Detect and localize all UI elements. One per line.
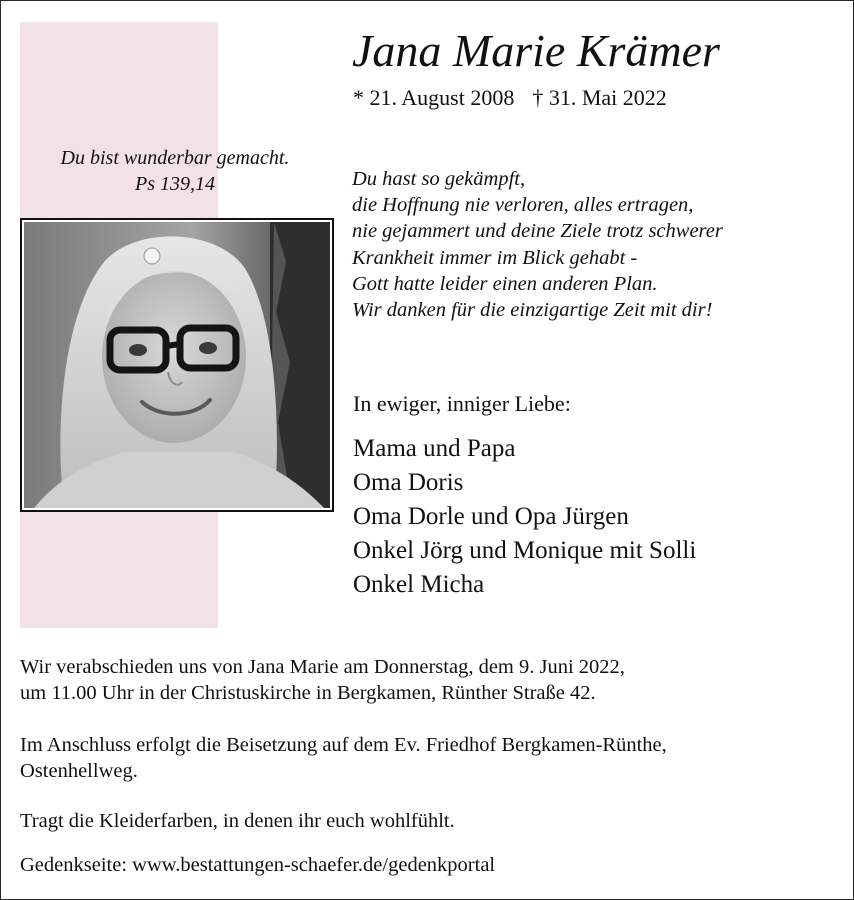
- farewell-line: Wir verabschieden uns von Jana Marie am Donnerstag, dem 9. Juni 2022,: [20, 656, 625, 678]
- birth-date: * 21. August 2008: [353, 85, 515, 110]
- verse-text: Du bist wunderbar gemacht.: [60, 147, 290, 169]
- portrait-photo-icon: [24, 222, 330, 508]
- mourner-name: Onkel Micha: [353, 571, 485, 598]
- portrait-photo: [24, 222, 330, 508]
- mourner-name: Mama und Papa: [353, 435, 516, 462]
- poem-line: nie gejammert und deine Ziele trotz schwerer: [352, 220, 723, 243]
- memorial-page-notice: Gedenkseite: www.bestattungen-schaefer.de/gedenkportal: [20, 854, 496, 876]
- poem: [352, 166, 723, 323]
- verse-reference: Ps 139,14: [135, 173, 215, 195]
- portrait-photo-frame: [20, 218, 334, 512]
- deceased-name: Jana Marie Krämer: [352, 25, 720, 76]
- mourners-list: [353, 432, 696, 602]
- burial-notice: [20, 732, 667, 784]
- burial-line: Im Anschluss erfolgt die Beisetzung auf dem Ev. Friedhof Bergkamen-Rünthe,: [20, 734, 667, 756]
- life-dates: [353, 84, 667, 112]
- mourner-name: Oma Doris: [353, 469, 464, 496]
- poem-line: Gott hatte leider einen anderen Plan.: [352, 272, 658, 295]
- death-date: † 31. Mai 2022: [532, 85, 667, 110]
- poem-line: Wir danken für die einzigartige Zeit mit dir!: [352, 299, 713, 322]
- poem-line: Krankheit immer im Blick gehabt -: [352, 246, 638, 269]
- dress-code-notice: Tragt die Kleiderfarben, in denen ihr euch wohlfühlt.: [20, 810, 455, 832]
- mourner-name: Oma Dorle und Opa Jürgen: [353, 503, 629, 530]
- farewell-line: um 11.00 Uhr in der Christuskirche in Bergkamen, Rünther Straße 42.: [20, 682, 596, 704]
- poem-line: Du hast so gekämpft,: [352, 168, 526, 190]
- mourners-intro: In ewiger, inniger Liebe:: [353, 391, 571, 416]
- farewell-notice: [20, 654, 625, 706]
- poem-line: die Hoffnung nie verloren, alles ertragen,: [352, 194, 694, 217]
- mourner-name: Onkel Jörg und Monique mit Solli: [353, 537, 697, 564]
- burial-line: Ostenhellweg.: [20, 760, 138, 782]
- bible-verse: [20, 145, 330, 197]
